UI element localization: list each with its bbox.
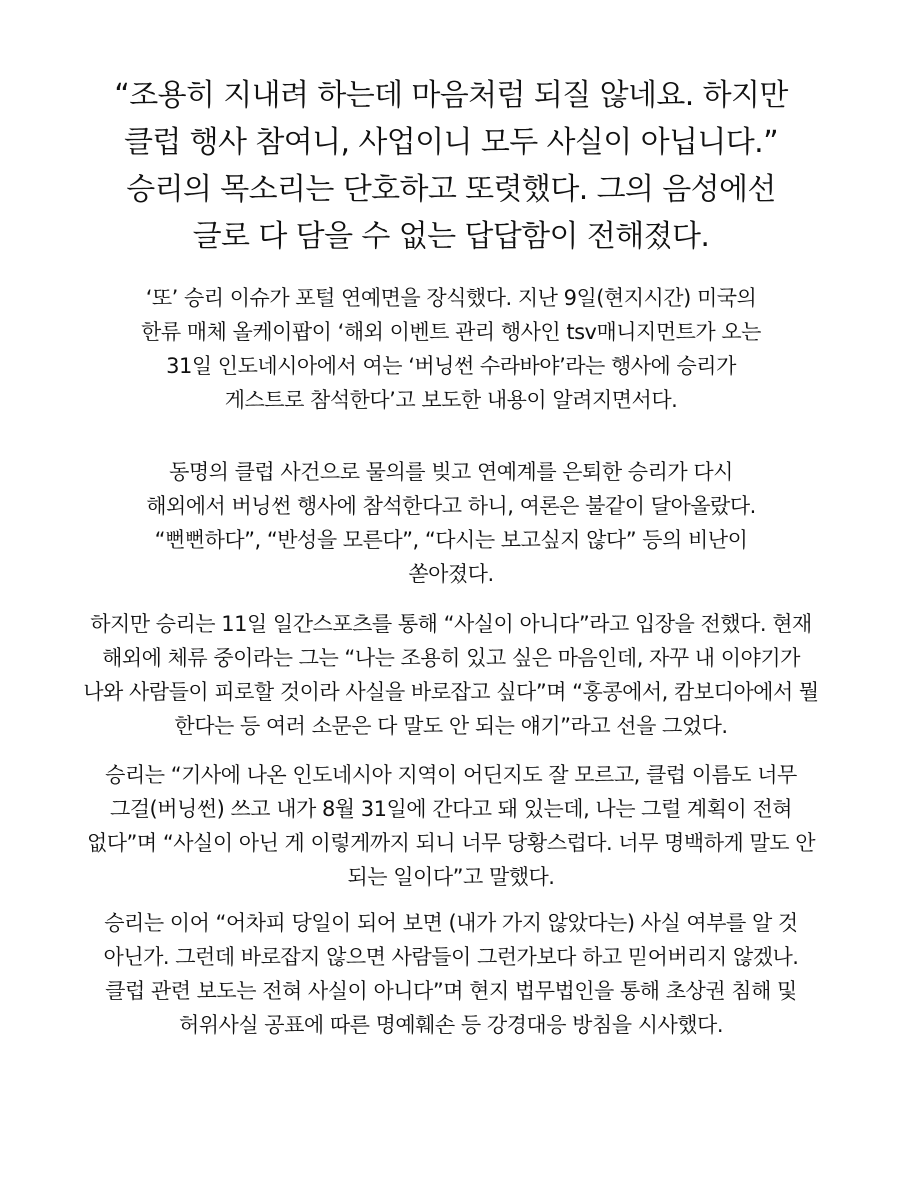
paragraph-line: 동명의 클럽 사건으로 물의를 빚고 연예계를 은퇴한 승리가 다시 [169,460,733,484]
paragraph-line: 아닌가. 그런데 바로잡지 않으면 사람들이 그런가보다 하고 믿어버리지 않겠나. [103,945,799,969]
paragraph-line: 쏟아졌다. [408,562,494,586]
lead-quote-line: 승리의 목소리는 단호하고 또렷했다. 그의 음성에선 [126,172,776,207]
paragraph-line: 허위사실 공표에 따른 명예훼손 등 강경대응 방침을 시사했다. [178,1013,724,1037]
paragraph-line: 해외에 체류 중이라는 그는 “나는 조용히 있고 싶은 마음인데, 자꾸 내 이야기가 [102,646,800,670]
paragraph-line: 클럽 관련 보도는 전혀 사실이 아니다”며 현지 법무법인을 통해 초상권 침해 및 [105,979,797,1003]
paragraph-line: 한류 매체 올케이팝이 ‘해외 이벤트 관리 행사인 tsv매니지먼트가 오는 [141,320,761,344]
body-paragraph-5 [40,906,862,1042]
paragraph-line: 게스트로 참석한다’고 보도한 내용이 알려지면서다. [224,388,678,412]
paragraph-line: 하지만 승리는 11일 일간스포츠를 통해 “사실이 아니다”라고 입장을 전했다. 현재 [90,612,812,636]
paragraph-line: 승리는 이어 “어차피 당일이 되어 보면 (내가 가지 않았다는) 사실 여부를 알 것 [104,911,798,935]
lead-quote-line: “조용히 지내려 하는데 마음처럼 되질 않네요. 하지만 [114,78,788,113]
paragraph-line: ‘또’ 승리 이슈가 포털 연예면을 장식했다. 지난 9일(현지시간) 미국의 [145,286,757,310]
paragraph-line: 해외에서 버닝썬 행사에 참석한다고 하니, 여론은 불같이 달아올랐다. [146,494,756,518]
paragraph-line: 한다는 등 여러 소문은 다 말도 안 되는 얘기”라고 선을 그었다. [174,714,728,738]
body-paragraph-3 [40,607,862,743]
paragraph-line: 31일 인도네시아에서 여는 ‘버닝썬 수라바야’라는 행사에 승리가 [166,354,736,378]
paragraph-line: 나와 사람들이 피로할 것이라 사실을 바로잡고 싶다”며 “홍콩에서, 캄보디아에서 뭘 [83,680,819,704]
paragraph-line: 그걸(버닝썬) 쓰고 내가 8월 31일에 간다고 돼 있는데, 나는 그럴 계획이 전혀 [109,797,793,821]
paragraph-line: 되는 일이다”고 말했다. [347,865,555,889]
body-paragraph-4 [40,758,862,894]
body-paragraph-1 [40,281,862,417]
lead-quote [40,72,862,260]
lead-quote-line: 클럽 행사 참여니, 사업이니 모두 사실이 아닙니다.” [123,125,779,160]
paragraph-line: “뻔뻔하다”, “반성을 모른다”, “다시는 보고싶지 않다” 등의 비난이 [154,528,748,552]
body-paragraph-2 [40,455,862,591]
lead-quote-line: 글로 다 담을 수 없는 답답함이 전해졌다. [192,219,710,254]
paragraph-line: 승리는 “기사에 나온 인도네시아 지역이 어딘지도 잘 모르고, 클럽 이름도 너무 [105,763,797,787]
paragraph-line: 없다”며 “사실이 아닌 게 이렇게까지 되니 너무 당황스럽다. 너무 명백하게 말도 안 [86,831,815,855]
